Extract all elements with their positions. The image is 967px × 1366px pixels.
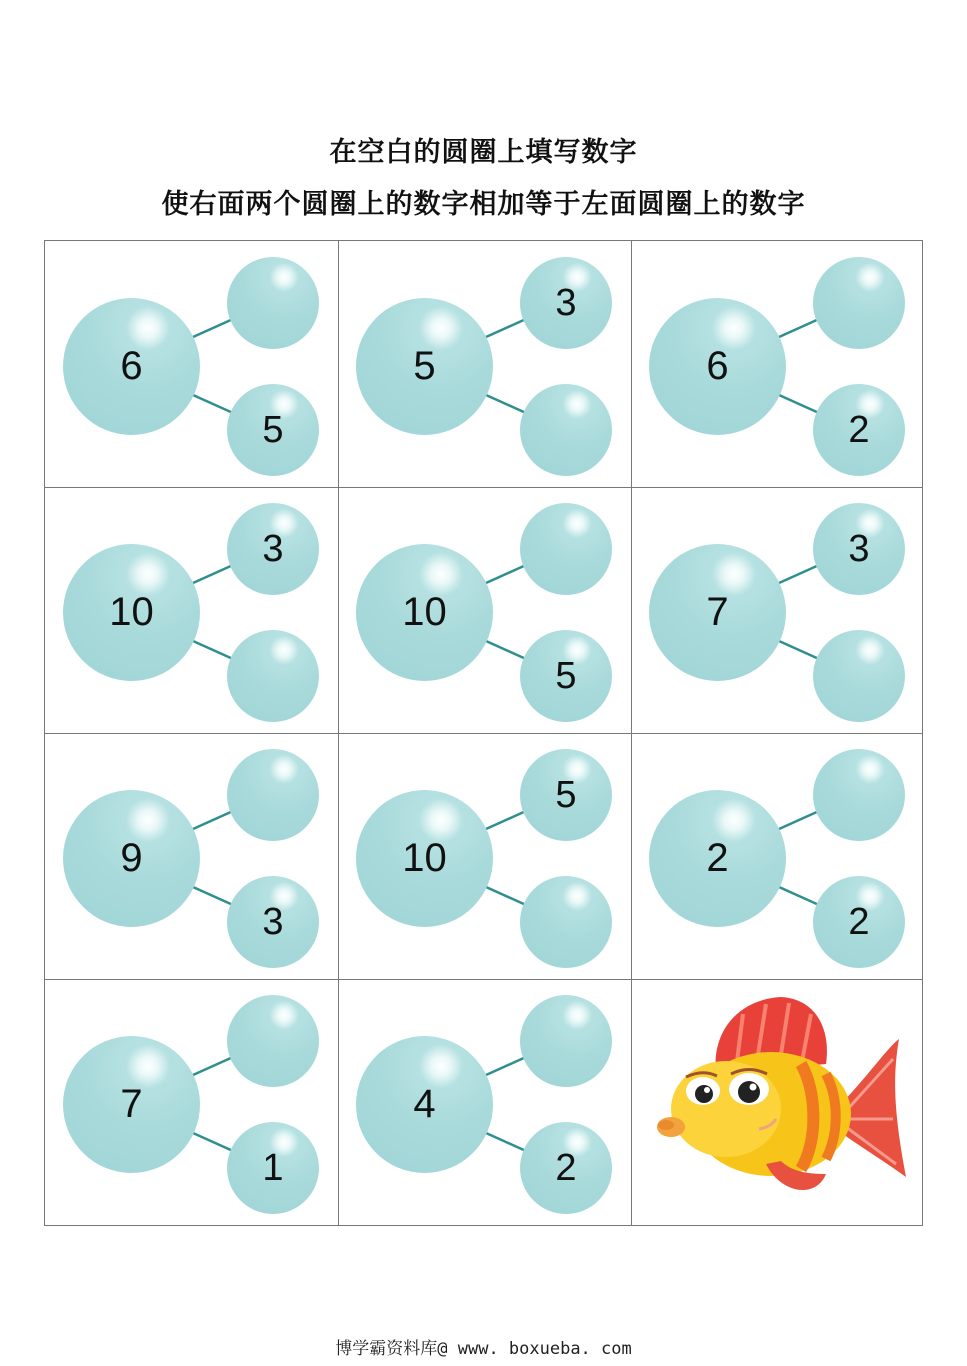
blank-answer-bubble[interactable] [520,876,612,968]
instruction-title: 在空白的圆圈上填写数字 [329,137,638,168]
whole-number-bubble: 10 [63,544,200,681]
fish-illustration-icon [631,979,924,1225]
blank-answer-bubble[interactable] [227,257,319,349]
fish-cell [631,979,924,1225]
number-bond-cell [338,487,631,733]
whole-number-bubble: 6 [649,298,786,435]
number-bond-cell [45,979,338,1225]
whole-number-bubble: 4 [356,1036,493,1173]
number-bond-cell [631,241,924,487]
whole-number-bubble: 7 [649,544,786,681]
part-number-bubble: 5 [520,749,612,841]
number-bond-cell [45,487,338,733]
part-number-bubble: 3 [520,257,612,349]
part-number-bubble: 3 [227,503,319,595]
whole-number-bubble: 9 [63,790,200,927]
blank-answer-bubble[interactable] [520,384,612,476]
blank-answer-bubble[interactable] [227,630,319,722]
part-number-bubble: 5 [227,384,319,476]
whole-number-bubble: 5 [356,298,493,435]
blank-answer-bubble[interactable] [520,995,612,1087]
whole-number-bubble: 7 [63,1036,200,1173]
whole-number-bubble: 2 [649,790,786,927]
number-bond-cell [631,733,924,979]
part-number-bubble: 3 [813,503,905,595]
part-number-bubble: 1 [227,1122,319,1214]
number-bond-cell [338,733,631,979]
footer-watermark: 博学霸资料库@ www. boxueba. com [335,1339,632,1359]
number-bond-cell [338,241,631,487]
blank-answer-bubble[interactable] [520,503,612,595]
blank-answer-bubble[interactable] [227,749,319,841]
number-bond-cell [45,733,338,979]
worksheet-grid [44,240,923,1226]
part-number-bubble: 2 [813,876,905,968]
blank-answer-bubble[interactable] [813,257,905,349]
number-bond-cell [45,241,338,487]
part-number-bubble: 5 [520,630,612,722]
number-bond-cell [338,979,631,1225]
blank-answer-bubble[interactable] [813,749,905,841]
whole-number-bubble: 6 [63,298,200,435]
whole-number-bubble: 10 [356,790,493,927]
blank-answer-bubble[interactable] [227,995,319,1087]
part-number-bubble: 2 [520,1122,612,1214]
part-number-bubble: 3 [227,876,319,968]
instruction-subtitle: 使右面两个圆圈上的数字相加等于左面圆圈上的数字 [161,189,806,220]
blank-answer-bubble[interactable] [813,630,905,722]
part-number-bubble: 2 [813,384,905,476]
whole-number-bubble: 10 [356,544,493,681]
number-bond-cell [631,487,924,733]
